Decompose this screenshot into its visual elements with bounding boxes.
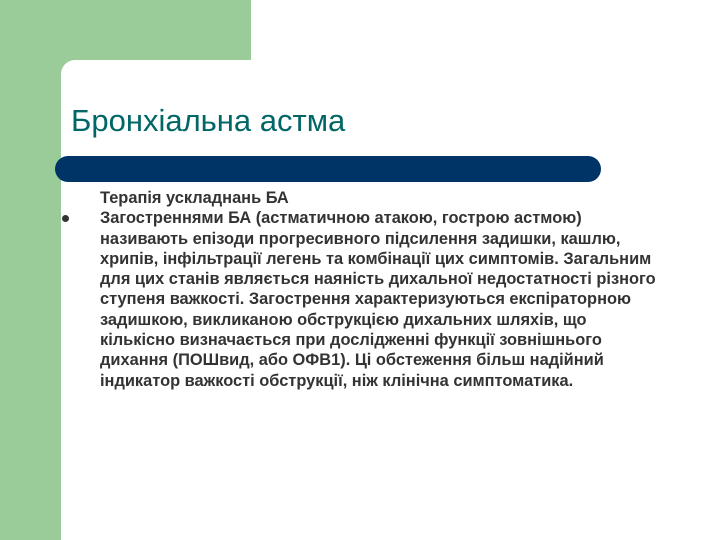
subheading: Терапія ускладнань БА: [100, 189, 289, 207]
bullet-dot-icon: [62, 215, 69, 222]
bullet-text: Загостреннями БА (астматичною атакою, гострою астмою) називають епізоди прогресивного підсилення задишки, кашлю, хрипів, інфільтрації легень та комбінації цих симптомів. Загальним для цих станів являється наяність дихальної недостатності різного ступеня важкості. Загострення характеризуються експіраторною задишкою, викликаною обструкцією дихальних шляхів, що кількісно визначається при дослідженні функції зовнішнього дихання (ПОШвид, або ОФВ1). Ці обстеження більш надійний індикатор важкості обструкції, ніж клінічна симптоматика.: [100, 209, 656, 390]
slide-title: Бронхіальна астма: [71, 103, 346, 138]
slide-body: [62, 188, 662, 391]
bullet-item: [62, 208, 662, 391]
title-divider-bar: [55, 156, 601, 182]
